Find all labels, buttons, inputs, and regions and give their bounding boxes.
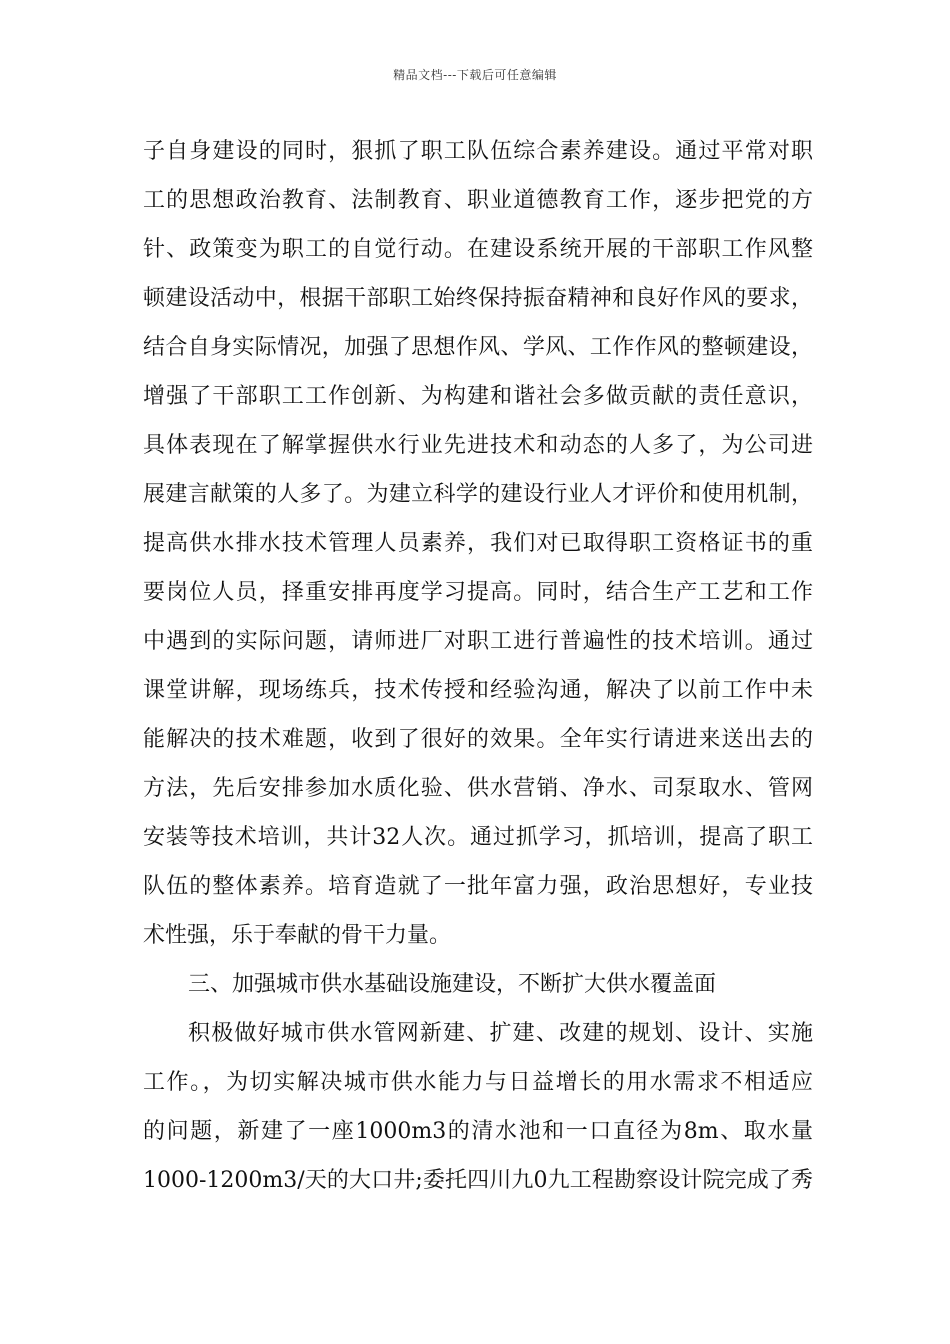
text-line: 具体表现在了解掌握供水行业先进技术和动态的人多了，为公司进 [143,433,813,458]
text-line: 顿建设活动中，根据干部职工始终保持振奋精神和良好作风的要求， [143,286,813,311]
text-line: 方法，先后安排参加水质化验、供水营销、净水、司泵取水、管网 [143,776,813,801]
text-line: 中遇到的实际问题，请师进厂对职工进行普遍性的技术培训。通过 [143,629,813,654]
text-line: 1000-1200m3/天的大口井;委托四川九0九工程勘察设计院完成了秀 [143,1168,813,1193]
text-line: 增强了干部职工工作创新、为构建和谐社会多做贡献的责任意识， [143,384,813,409]
text-line: 队伍的整体素养。培育造就了一批年富力强，政治思想好，专业技 [143,874,813,899]
text-line: 工的思想政治教育、法制教育、职业道德教育工作，逐步把党的方 [143,188,813,213]
text-line: 安装等技术培训，共计32人次。通过抓学习，抓培训，提高了职工 [143,825,813,850]
text-line: 课堂讲解，现场练兵，技术传授和经验沟通，解决了以前工作中未 [143,678,813,703]
text-line: 子自身建设的同时，狠抓了职工队伍综合素养建设。通过平常对职 [143,139,813,164]
text-line: 展建言献策的人多了。为建立科学的建设行业人才评价和使用机制， [143,482,813,507]
text-line: 针、政策变为职工的自觉行动。在建设系统开展的干部职工作风整 [143,237,813,262]
text-line: 要岗位人员，择重安排再度学习提高。同时，结合生产工艺和工作 [143,580,813,605]
page-header: 精品文档---下载后可任意编辑 [393,68,557,82]
text-line: 能解决的技术难题，收到了很好的效果。全年实行请进来送出去的 [143,727,813,752]
section-heading: 三、加强城市供水基础设施建设，不断扩大供水覆盖面 [188,972,717,997]
text-line: 工作。，为切实解决城市供水能力与日益增长的用水需求不相适应 [143,1070,813,1095]
text-line: 的问题，新建了一座1000m3的清水池和一口直径为8m、取水量 [143,1119,813,1144]
text-line: 提高供水排水技术管理人员素养，我们对已取得职工资格证书的重 [143,531,813,556]
body-text [143,127,813,1205]
text-line: 结合自身实际情况，加强了思想作风、学风、工作作风的整顿建设， [143,335,813,360]
text-line: 术性强，乐于奉献的骨干力量。 [143,923,452,948]
text-line: 积极做好城市供水管网新建、扩建、改建的规划、设计、实施 [188,1021,813,1046]
